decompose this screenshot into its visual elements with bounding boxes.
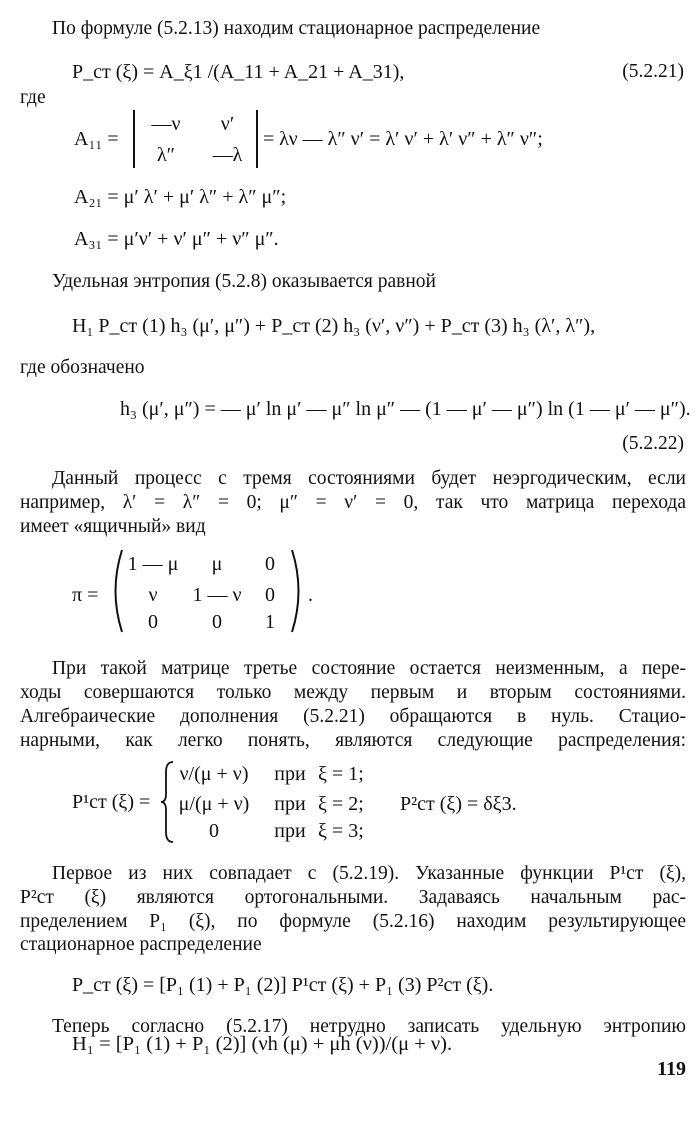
- page-number: 119: [657, 1058, 686, 1080]
- equation-h1: H₁ P_ст (1) h₃ (μ′, μ″) + P_ст (2) h₃ (ν′, ν″) + P_ст (3) h₃ (λ′, λ″),: [72, 315, 596, 337]
- equation-h3: h₃ (μ′, μ″) = — μ′ ln μ′ — μ″ ln μ″ — (1 — μ′ — μ″) ln (1 — μ′ — μ″).: [120, 398, 691, 420]
- equation-a31: A₃₁ = μ′ν′ + ν′ μ″ + ν″ μ″.: [74, 228, 279, 250]
- cases-word: при: [274, 793, 306, 815]
- paragraph-line: ходы совершаются только между первым и вторым состояниями.: [20, 682, 686, 703]
- equation-pst: P_ст (ξ) = [P₁ (1) + P₁ (2)] P¹ст (ξ) + P₁ (3) P²ст (ξ).: [72, 974, 494, 996]
- a11-rhs: = λν — λ″ ν′ = λ′ ν′ + λ′ ν″ + λ″ ν″;: [263, 128, 543, 150]
- determinant-cell: —λ: [212, 144, 243, 166]
- paragraph-line: По формуле (5.2.13) находим стационарное распределение: [52, 18, 541, 39]
- matrix-cell: 0: [212, 611, 222, 633]
- determinant-cell: ν′: [220, 113, 235, 135]
- matrix-cell: 0: [265, 584, 275, 606]
- cases-condition: ξ = 2;: [318, 793, 364, 815]
- paragraph-line: Данный процесс с тремя состояниями будет неэргодическим, если: [52, 468, 686, 489]
- matrix-cell: 0: [265, 553, 275, 575]
- determinant-left-bar: [133, 110, 135, 168]
- matrix-cell: ν: [148, 584, 158, 606]
- equation-a21: A₂₁ = μ′ λ′ + μ′ λ″ + λ″ μ″;: [74, 186, 287, 208]
- matrix-cell: 1 — ν: [192, 584, 242, 606]
- equation-number: (5.2.22): [622, 433, 684, 454]
- paragraph-line: где обозначено: [20, 357, 145, 378]
- paragraph-line: имеет «ящичный» вид: [20, 516, 206, 537]
- paragraph-line: Первое из них совпадает с (5.2.19). Указанные функции P¹ст (ξ),: [52, 863, 686, 884]
- determinant-right-bar: [256, 110, 258, 168]
- cases-condition: ξ = 3;: [318, 820, 364, 842]
- paragraph-line: нарными, как легко понять, являются следующие распределения:: [20, 730, 686, 751]
- paragraph-line: например, λ′ = λ″ = 0; μ″ = ν′ = 0, так что матрица перехода: [20, 492, 686, 513]
- paragraph-line: стационарное распределение: [20, 934, 262, 955]
- a11-lhs: A₁₁ =: [74, 128, 119, 150]
- matrix-cell: 0: [148, 611, 158, 633]
- equation-final: H₁ = [P₁ (1) + P₁ (2)] (νh (μ) + μh (ν))/(μ + ν).: [72, 1033, 453, 1055]
- cases-value: μ/(μ + ν): [178, 793, 250, 815]
- cases-condition: ξ = 1;: [318, 763, 364, 785]
- equation-5-2-21: P_ст (ξ) = A_ξ1 /(A_11 + A_21 + A_31),: [72, 61, 405, 83]
- cases-lhs: P¹ст (ξ) =: [72, 791, 151, 813]
- paragraph-line: где: [20, 87, 46, 108]
- cases-value: ν/(μ + ν): [179, 763, 249, 785]
- matrix-right-paren: [288, 548, 308, 634]
- equation-number: (5.2.21): [622, 61, 684, 82]
- cases-word: при: [274, 763, 306, 785]
- paragraph-line: Теперь согласно (5.2.17) нетрудно записать удельную энтропию: [52, 1016, 686, 1037]
- matrix-tail: .: [308, 584, 313, 606]
- determinant-cell: λ″: [156, 144, 176, 166]
- cases-side-equation: P²ст (ξ) = δξ3.: [400, 793, 517, 815]
- pi-lhs: π =: [72, 584, 99, 606]
- cases-value: 0: [209, 820, 219, 842]
- paragraph-line: При такой матрице третье состояние остается неизменным, а пере-: [52, 658, 686, 679]
- paragraph-line: Алгебраические дополнения (5.2.21) обращаются в нуль. Стацио-: [20, 706, 686, 727]
- cases-word: при: [274, 820, 306, 842]
- determinant-cell: —ν: [151, 113, 181, 135]
- matrix-cell: 1 — μ: [127, 553, 179, 575]
- paragraph-line: Удельная энтропия (5.2.8) оказывается равной: [52, 271, 436, 292]
- matrix-cell: μ: [211, 553, 223, 575]
- matrix-cell: 1: [265, 611, 275, 633]
- paragraph-line: пределением P₁ (ξ), по формуле (5.2.16) находим результирующее: [20, 911, 686, 932]
- paragraph-line: P²ст (ξ) являются ортогональными. Задаваясь начальным рас-: [20, 887, 686, 908]
